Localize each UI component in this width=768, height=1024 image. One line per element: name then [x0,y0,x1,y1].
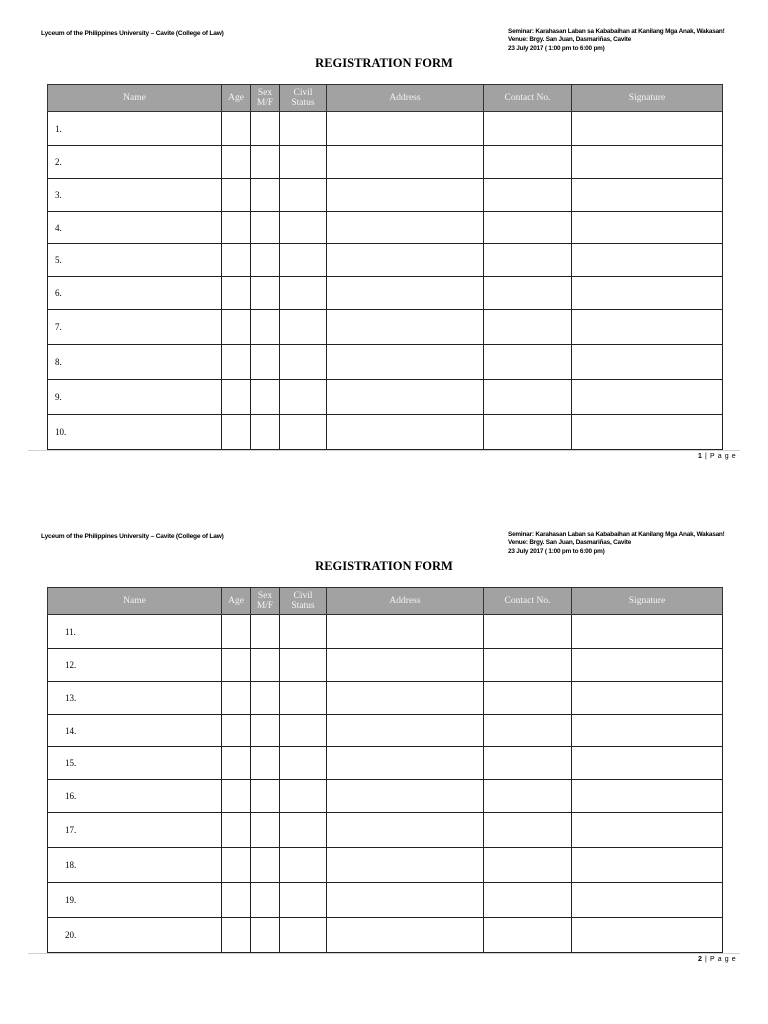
table-row [48,883,723,918]
registration-table [47,84,723,450]
column-header-civil-status [280,85,327,112]
table-row [48,112,723,146]
table-header-row [48,588,723,615]
sex-cell[interactable] [251,883,280,918]
footer-divider [28,450,740,451]
row-number: 5. [48,244,222,277]
sex-sublabel: M/F [256,98,274,108]
row-number: 9. [48,380,222,415]
row-number: 17. [48,813,222,848]
address-cell[interactable] [327,146,484,179]
seminar-venue: Venue: Brgy. San Juan, Dasmariñas, Cavite [508,539,632,547]
age-cell[interactable] [222,146,251,179]
sex-cell[interactable] [251,649,280,682]
contact-cell[interactable] [484,212,572,244]
contact-cell[interactable] [484,715,572,747]
address-cell[interactable] [327,415,484,450]
institution-header: Lyceum of the Philippines University – Cavite (College of Law) [41,533,224,540]
form-title: REGISTRATION FORM [315,56,453,70]
sex-cell[interactable] [251,715,280,747]
civil-status-cell[interactable] [280,813,327,848]
seminar-date: 23 July 2017 ( 1:00 pm to 6:00 pm) [508,547,605,555]
row-number: 8. [48,345,222,380]
civil-status-cell[interactable] [280,244,327,277]
signature-cell[interactable] [572,112,723,146]
age-cell[interactable] [222,212,251,244]
signature-cell[interactable] [572,146,723,179]
address-cell[interactable] [327,747,484,780]
sex-cell[interactable] [251,780,280,813]
signature-cell[interactable] [572,848,723,883]
sex-cell[interactable] [251,310,280,345]
row-number: 7. [48,310,222,345]
address-cell[interactable] [327,649,484,682]
sex-cell[interactable] [251,179,280,212]
signature-cell[interactable] [572,345,723,380]
column-header-name: Name [48,85,222,112]
address-cell[interactable] [327,780,484,813]
sex-cell[interactable] [251,415,280,450]
row-number: 15. [48,747,222,780]
civil-status-cell[interactable] [280,780,327,813]
footer-divider [28,953,740,954]
sex-cell[interactable] [251,146,280,179]
age-cell[interactable] [222,277,251,310]
row-number: 14. [48,715,222,747]
sex-cell[interactable] [251,813,280,848]
signature-cell[interactable] [572,747,723,780]
age-cell[interactable] [222,380,251,415]
contact-cell[interactable] [484,848,572,883]
column-header-contact: Contact No. [484,85,572,112]
contact-cell[interactable] [484,780,572,813]
sex-cell[interactable] [251,112,280,146]
row-number: 20. [48,918,222,953]
age-cell[interactable] [222,345,251,380]
form-title: REGISTRATION FORM [315,559,453,573]
page-number-value: 2 [698,956,703,963]
sex-cell[interactable] [251,848,280,883]
civil-status-cell[interactable] [280,883,327,918]
address-cell[interactable] [327,682,484,715]
sex-cell[interactable] [251,615,280,649]
sex-label: Sex [257,88,273,98]
age-cell[interactable] [222,415,251,450]
table-row [48,380,723,415]
age-cell[interactable] [222,682,251,715]
row-number: 2. [48,146,222,179]
seminar-info [508,28,725,53]
sex-cell[interactable] [251,747,280,780]
signature-cell[interactable] [572,715,723,747]
signature-cell[interactable] [572,212,723,244]
signature-cell[interactable] [572,310,723,345]
table-row [48,682,723,715]
seminar-venue: Venue: Brgy. San Juan, Dasmariñas, Cavite [508,36,632,44]
address-cell[interactable] [327,310,484,345]
column-header-address: Address [327,588,484,615]
age-cell[interactable] [222,780,251,813]
sex-label: Sex [257,591,273,601]
civil-status-cell[interactable] [280,415,327,450]
signature-cell[interactable] [572,780,723,813]
signature-cell[interactable] [572,415,723,450]
civil-status-cell[interactable] [280,179,327,212]
sex-cell[interactable] [251,277,280,310]
age-cell[interactable] [222,848,251,883]
row-number: 10. [48,415,222,450]
table-row [48,715,723,747]
civil-status-cell[interactable] [280,345,327,380]
signature-cell[interactable] [572,244,723,277]
page-number-label: | P a g e [705,453,737,460]
contact-cell[interactable] [484,918,572,953]
row-number: 3. [48,179,222,212]
address-cell[interactable] [327,918,484,953]
table-row [48,415,723,450]
table-row [48,345,723,380]
civil-status-cell[interactable] [280,277,327,310]
signature-cell[interactable] [572,682,723,715]
page-number-label: | P a g e [705,956,737,963]
address-cell[interactable] [327,345,484,380]
signature-cell[interactable] [572,918,723,953]
address-cell[interactable] [327,277,484,310]
sex-cell[interactable] [251,918,280,953]
sex-cell[interactable] [251,682,280,715]
address-cell[interactable] [327,883,484,918]
civil-label: Civil [293,88,313,98]
row-number: 16. [48,780,222,813]
age-cell[interactable] [222,715,251,747]
age-cell[interactable] [222,112,251,146]
age-cell[interactable] [222,813,251,848]
civil-status-cell[interactable] [280,848,327,883]
civil-status-cell[interactable] [280,918,327,953]
contact-cell[interactable] [484,813,572,848]
civil-status-cell[interactable] [280,649,327,682]
address-cell[interactable] [327,715,484,747]
seminar-info [508,531,725,556]
sex-sublabel: M/F [256,601,274,611]
address-cell[interactable] [327,848,484,883]
address-cell[interactable] [327,244,484,277]
contact-cell[interactable] [484,682,572,715]
page-number-value: 1 [698,453,703,460]
column-header-name: Name [48,588,222,615]
table-row [48,310,723,345]
contact-cell[interactable] [484,380,572,415]
civil-status-cell[interactable] [280,212,327,244]
signature-cell[interactable] [572,649,723,682]
row-number: 13. [48,682,222,715]
address-cell[interactable] [327,380,484,415]
sex-cell[interactable] [251,345,280,380]
age-cell[interactable] [222,747,251,780]
civil-status-cell[interactable] [280,380,327,415]
contact-cell[interactable] [484,747,572,780]
table-row [48,146,723,179]
age-cell[interactable] [222,244,251,277]
signature-cell[interactable] [572,380,723,415]
signature-cell[interactable] [572,883,723,918]
signature-cell[interactable] [572,813,723,848]
table-row [48,780,723,813]
row-number: 1. [48,112,222,146]
address-cell[interactable] [327,615,484,649]
column-header-signature: Signature [572,85,723,112]
seminar-date: 23 July 2017 ( 1:00 pm to 6:00 pm) [508,44,605,52]
row-number: 12. [48,649,222,682]
civil-status-cell[interactable] [280,310,327,345]
table-row [48,649,723,682]
signature-cell[interactable] [572,179,723,212]
institution-header: Lyceum of the Philippines University – Cavite (College of Law) [41,30,224,37]
table-row [48,179,723,212]
table-row [48,747,723,780]
column-header-sex [251,588,280,615]
row-number: 18. [48,848,222,883]
registration-table [47,587,723,953]
age-cell[interactable] [222,883,251,918]
page-number [698,956,736,963]
address-cell[interactable] [327,813,484,848]
column-header-signature: Signature [572,588,723,615]
civil-label: Civil [293,591,313,601]
contact-cell[interactable] [484,112,572,146]
contact-cell[interactable] [484,345,572,380]
address-cell[interactable] [327,212,484,244]
civil-status-cell[interactable] [280,112,327,146]
age-cell[interactable] [222,615,251,649]
civil-status-cell[interactable] [280,682,327,715]
civil-status-cell[interactable] [280,615,327,649]
column-header-contact: Contact No. [484,588,572,615]
age-cell[interactable] [222,918,251,953]
address-cell[interactable] [327,179,484,212]
age-cell[interactable] [222,179,251,212]
contact-cell[interactable] [484,415,572,450]
sex-cell[interactable] [251,380,280,415]
civil-sublabel: Status [291,98,315,108]
age-cell[interactable] [222,310,251,345]
table-row [48,918,723,953]
column-header-address: Address [327,85,484,112]
address-cell[interactable] [327,112,484,146]
table-row [48,212,723,244]
contact-cell[interactable] [484,244,572,277]
seminar-title: Seminar: Karahasan Laban sa Kababaihan at Kanilang Mga Anak, Wakasan! [508,531,725,538]
contact-cell[interactable] [484,615,572,649]
column-header-civil-status [280,588,327,615]
contact-cell[interactable] [484,277,572,310]
contact-cell[interactable] [484,649,572,682]
row-number: 6. [48,277,222,310]
civil-status-cell[interactable] [280,715,327,747]
table-row [48,277,723,310]
contact-cell[interactable] [484,883,572,918]
column-header-sex [251,85,280,112]
row-number: 19. [48,883,222,918]
contact-cell[interactable] [484,179,572,212]
table-row [48,244,723,277]
signature-cell[interactable] [572,615,723,649]
signature-cell[interactable] [572,277,723,310]
contact-cell[interactable] [484,310,572,345]
table-row [48,615,723,649]
table-row [48,813,723,848]
sex-cell[interactable] [251,244,280,277]
table-row [48,848,723,883]
seminar-title: Seminar: Karahasan Laban sa Kababaihan at Kanilang Mga Anak, Wakasan! [508,28,725,35]
civil-sublabel: Status [291,601,315,611]
civil-status-cell[interactable] [280,146,327,179]
age-cell[interactable] [222,649,251,682]
column-header-age: Age [222,85,251,112]
row-number: 4. [48,212,222,244]
column-header-age: Age [222,588,251,615]
contact-cell[interactable] [484,146,572,179]
page-number [698,453,736,460]
table-header-row [48,85,723,112]
civil-status-cell[interactable] [280,747,327,780]
row-number: 11. [48,615,222,649]
sex-cell[interactable] [251,212,280,244]
